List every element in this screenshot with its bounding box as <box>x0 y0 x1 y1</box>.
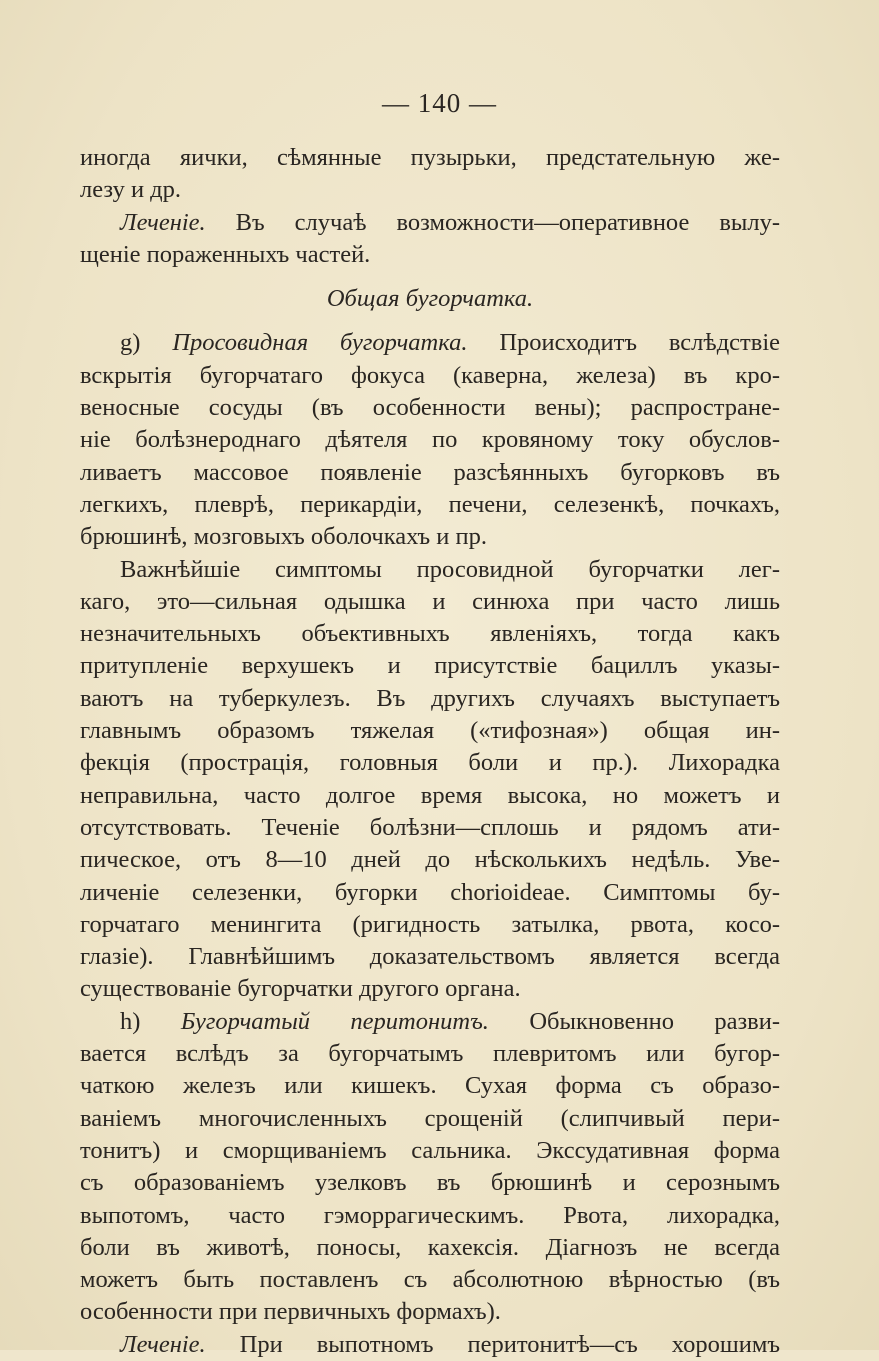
text-line: выпотомъ, часто гэморрагическимъ. Рвота, лихорадка, <box>80 1201 780 1229</box>
text-line: неправильна, часто долгое время высока, но можетъ и <box>80 781 780 809</box>
section-marker: g) <box>120 329 141 357</box>
text-line: Важнѣйшіе симптомы просовидной бугорчатки лег- <box>120 555 780 583</box>
text-column <box>80 142 780 1361</box>
text-line: ваютъ на туберкулезъ. Въ другихъ случаяхъ выступаетъ <box>80 684 780 712</box>
section-title: Бугорчатый перитонитъ. <box>180 1007 489 1035</box>
treatment-text: Въ случаѣ возможности—оперативное вылу- <box>205 208 780 236</box>
text-line: горчатаго менингита (ригидность затылка, рвота, косо- <box>80 910 780 938</box>
text-line: особенности при первичныхъ формахъ). <box>80 1298 501 1326</box>
text-line: легкихъ, плеврѣ, перикардіи, печени, селезенкѣ, почкахъ, <box>80 490 780 518</box>
treatment-label: Леченіе. <box>120 1330 206 1358</box>
text-line: фекція (прострація, головныя боли и пр.). Лихорадка <box>80 749 780 777</box>
text-line: тонитъ) и сморщиваніемъ сальника. Экссудативная форма <box>80 1136 780 1164</box>
text-line: ніе болѣзнероднаго дѣятеля по кровяному току обуслов- <box>80 426 780 454</box>
text-line: глазіе). Главнѣйшимъ доказательствомъ является всегда <box>80 943 780 971</box>
section-heading: Общая бугорчатка. <box>326 285 534 313</box>
text-line: притупленіе верхушекъ и присутствіе бациллъ указы- <box>80 652 780 680</box>
text-line: лезу и др. <box>80 176 182 204</box>
section-text: Обыкновенно разви- <box>488 1007 780 1035</box>
treatment-label: Леченіе. <box>120 208 206 236</box>
treatment-line <box>80 207 780 239</box>
page-number: — 140 — <box>382 88 497 118</box>
text-line: вается вслѣдъ за бугорчатымъ плевритомъ или бугор- <box>80 1040 780 1068</box>
text-line: веносные сосуды (въ особенности вены); распростране- <box>80 394 780 422</box>
section-marker: h) <box>120 1007 141 1035</box>
treatment-text: При выпотномъ перитонитѣ—съ хорошимъ <box>205 1330 780 1358</box>
text-line: ливаетъ массовое появленіе разсѣянныхъ бугорковъ въ <box>80 458 780 486</box>
text-line: иногда яички, сѣмянные пузырьки, предстательную же- <box>80 144 780 171</box>
text-line: чаткою железъ или кишекъ. Сухая форма съ образо- <box>80 1072 780 1100</box>
text-line: каго, это—сильная одышка и синюха при часто лишь <box>80 587 780 615</box>
section-text: Происходитъ вслѣдствіе <box>467 329 781 357</box>
text-line: можетъ быть поставленъ съ абсолютною вѣрностью (въ <box>80 1266 780 1294</box>
text-line: вскрытія бугорчатаго фокуса (каверна, железа) въ кро- <box>80 361 780 389</box>
section-h-first-line <box>80 1006 780 1038</box>
text-line: брюшинѣ, мозговыхъ оболочкахъ и пр. <box>80 523 487 551</box>
text-line: боли въ животѣ, поносы, кахексія. Діагнозъ не всегда <box>80 1233 780 1261</box>
treatment-line <box>80 1329 780 1361</box>
text-line: отсутствовать. Теченіе болѣзни—сплошь и рядомъ ати- <box>80 813 780 841</box>
text-line: ваніемъ многочисленныхъ срощеній (слипчивый пери- <box>80 1104 780 1132</box>
section-title: Просовидная бугорчатка. <box>172 329 468 357</box>
text-line: незначительныхъ объективныхъ явленіяхъ, тогда какъ <box>80 620 780 648</box>
text-line: пическое, отъ 8—10 дней до нѣсколькихъ недѣль. Уве- <box>80 846 780 874</box>
section-g-first-line <box>80 327 780 359</box>
text-line: существованіе бугорчатки другого органа. <box>80 975 521 1003</box>
text-line: щеніе пораженныхъ частей. <box>80 240 371 268</box>
text-line: главнымъ образомъ тяжелая («тифозная») общая ин- <box>80 717 780 745</box>
text-line: личеніе селезенки, бугорки chorioideae. Симптомы бу- <box>80 878 780 906</box>
text-line: съ образованіемъ узелковъ въ брюшинѣ и серознымъ <box>80 1169 780 1197</box>
